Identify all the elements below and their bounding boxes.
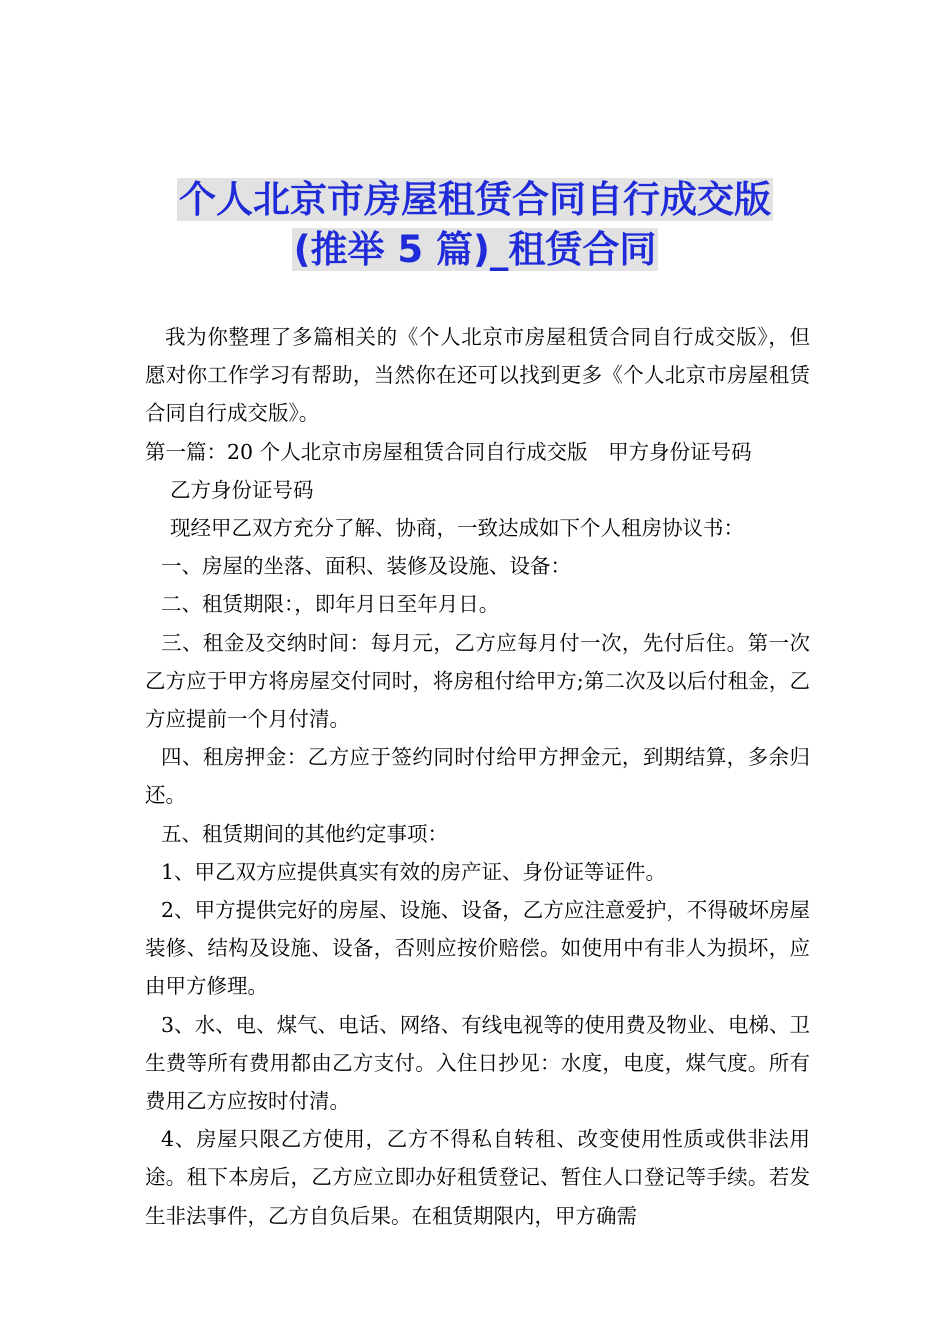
title-text-1: 个人北京市房屋租赁合同自行成交版 <box>179 178 771 221</box>
paragraph-item-4: 4、房屋只限乙方使用，乙方不得私自转租、改变使用性质或供非法用途。租下本房后，乙方应立即办好租赁登记、暂住人口登记等手续。若发生非法事件，乙方自负后果。在租赁期限内，甲方确需 <box>145 1127 810 1228</box>
paragraph-clause-4: 四、租房押金：乙方应于签约同时付给甲方押金元，到期结算，多余归还。 <box>145 745 810 808</box>
paragraph-agreement: 现经甲乙双方充分了解、协商，一致达成如下个人租房协议书： <box>170 516 744 541</box>
paragraph-section-heading: 第一篇：20 个人北京市房屋租赁合同自行成交版 甲方身份证号码 <box>145 439 752 464</box>
document-title-line-2 <box>60 226 890 274</box>
paragraph-party-b-id: 乙方身份证号码 <box>170 477 314 502</box>
paragraph-intro: 我为你整理了多篇相关的《个人北京市房屋租赁合同自行成交版》，但愿对你工作学习有帮助，当然你在还可以找到更多《个人北京市房屋租赁合同自行成交版》。 <box>145 325 810 426</box>
document-title-line-1 <box>60 176 890 224</box>
paragraph-clause-2: 二、租赁期限：，即年月日至年月日。 <box>161 592 500 617</box>
paragraph-item-2: 2、甲方提供完好的房屋、设施、设备，乙方应注意爱护，不得破坏房屋装修、结构及设施、设备，否则应按价赔偿。如使用中有非人为损坏，应由甲方修理。 <box>145 898 810 999</box>
title-text-2: (推举 5 篇)_租赁合同 <box>293 228 657 271</box>
paragraph-item-1: 1、甲乙双方应提供真实有效的房产证、身份证等证件。 <box>161 859 667 884</box>
paragraph-clause-3: 三、租金及交纳时间：每月元，乙方应每月付一次，先付后住。第一次乙方应于甲方将房屋交付同时，将房租付给甲方;第二次及以后付租金，乙方应提前一个月付清。 <box>145 630 810 732</box>
paragraph-clause-1: 一、房屋的坐落、面积、装修及设施、设备： <box>161 554 571 579</box>
paragraph-item-3: 3、水、电、煤气、电话、网络、有线电视等的使用费及物业、电梯、卫生费等所有费用都由乙方支付。入住日抄见：水度，电度，煤气度。所有费用乙方应按时付清。 <box>145 1012 810 1114</box>
paragraph-clause-5: 五、租赁期间的其他约定事项： <box>161 821 448 846</box>
document-body <box>145 318 810 1235</box>
